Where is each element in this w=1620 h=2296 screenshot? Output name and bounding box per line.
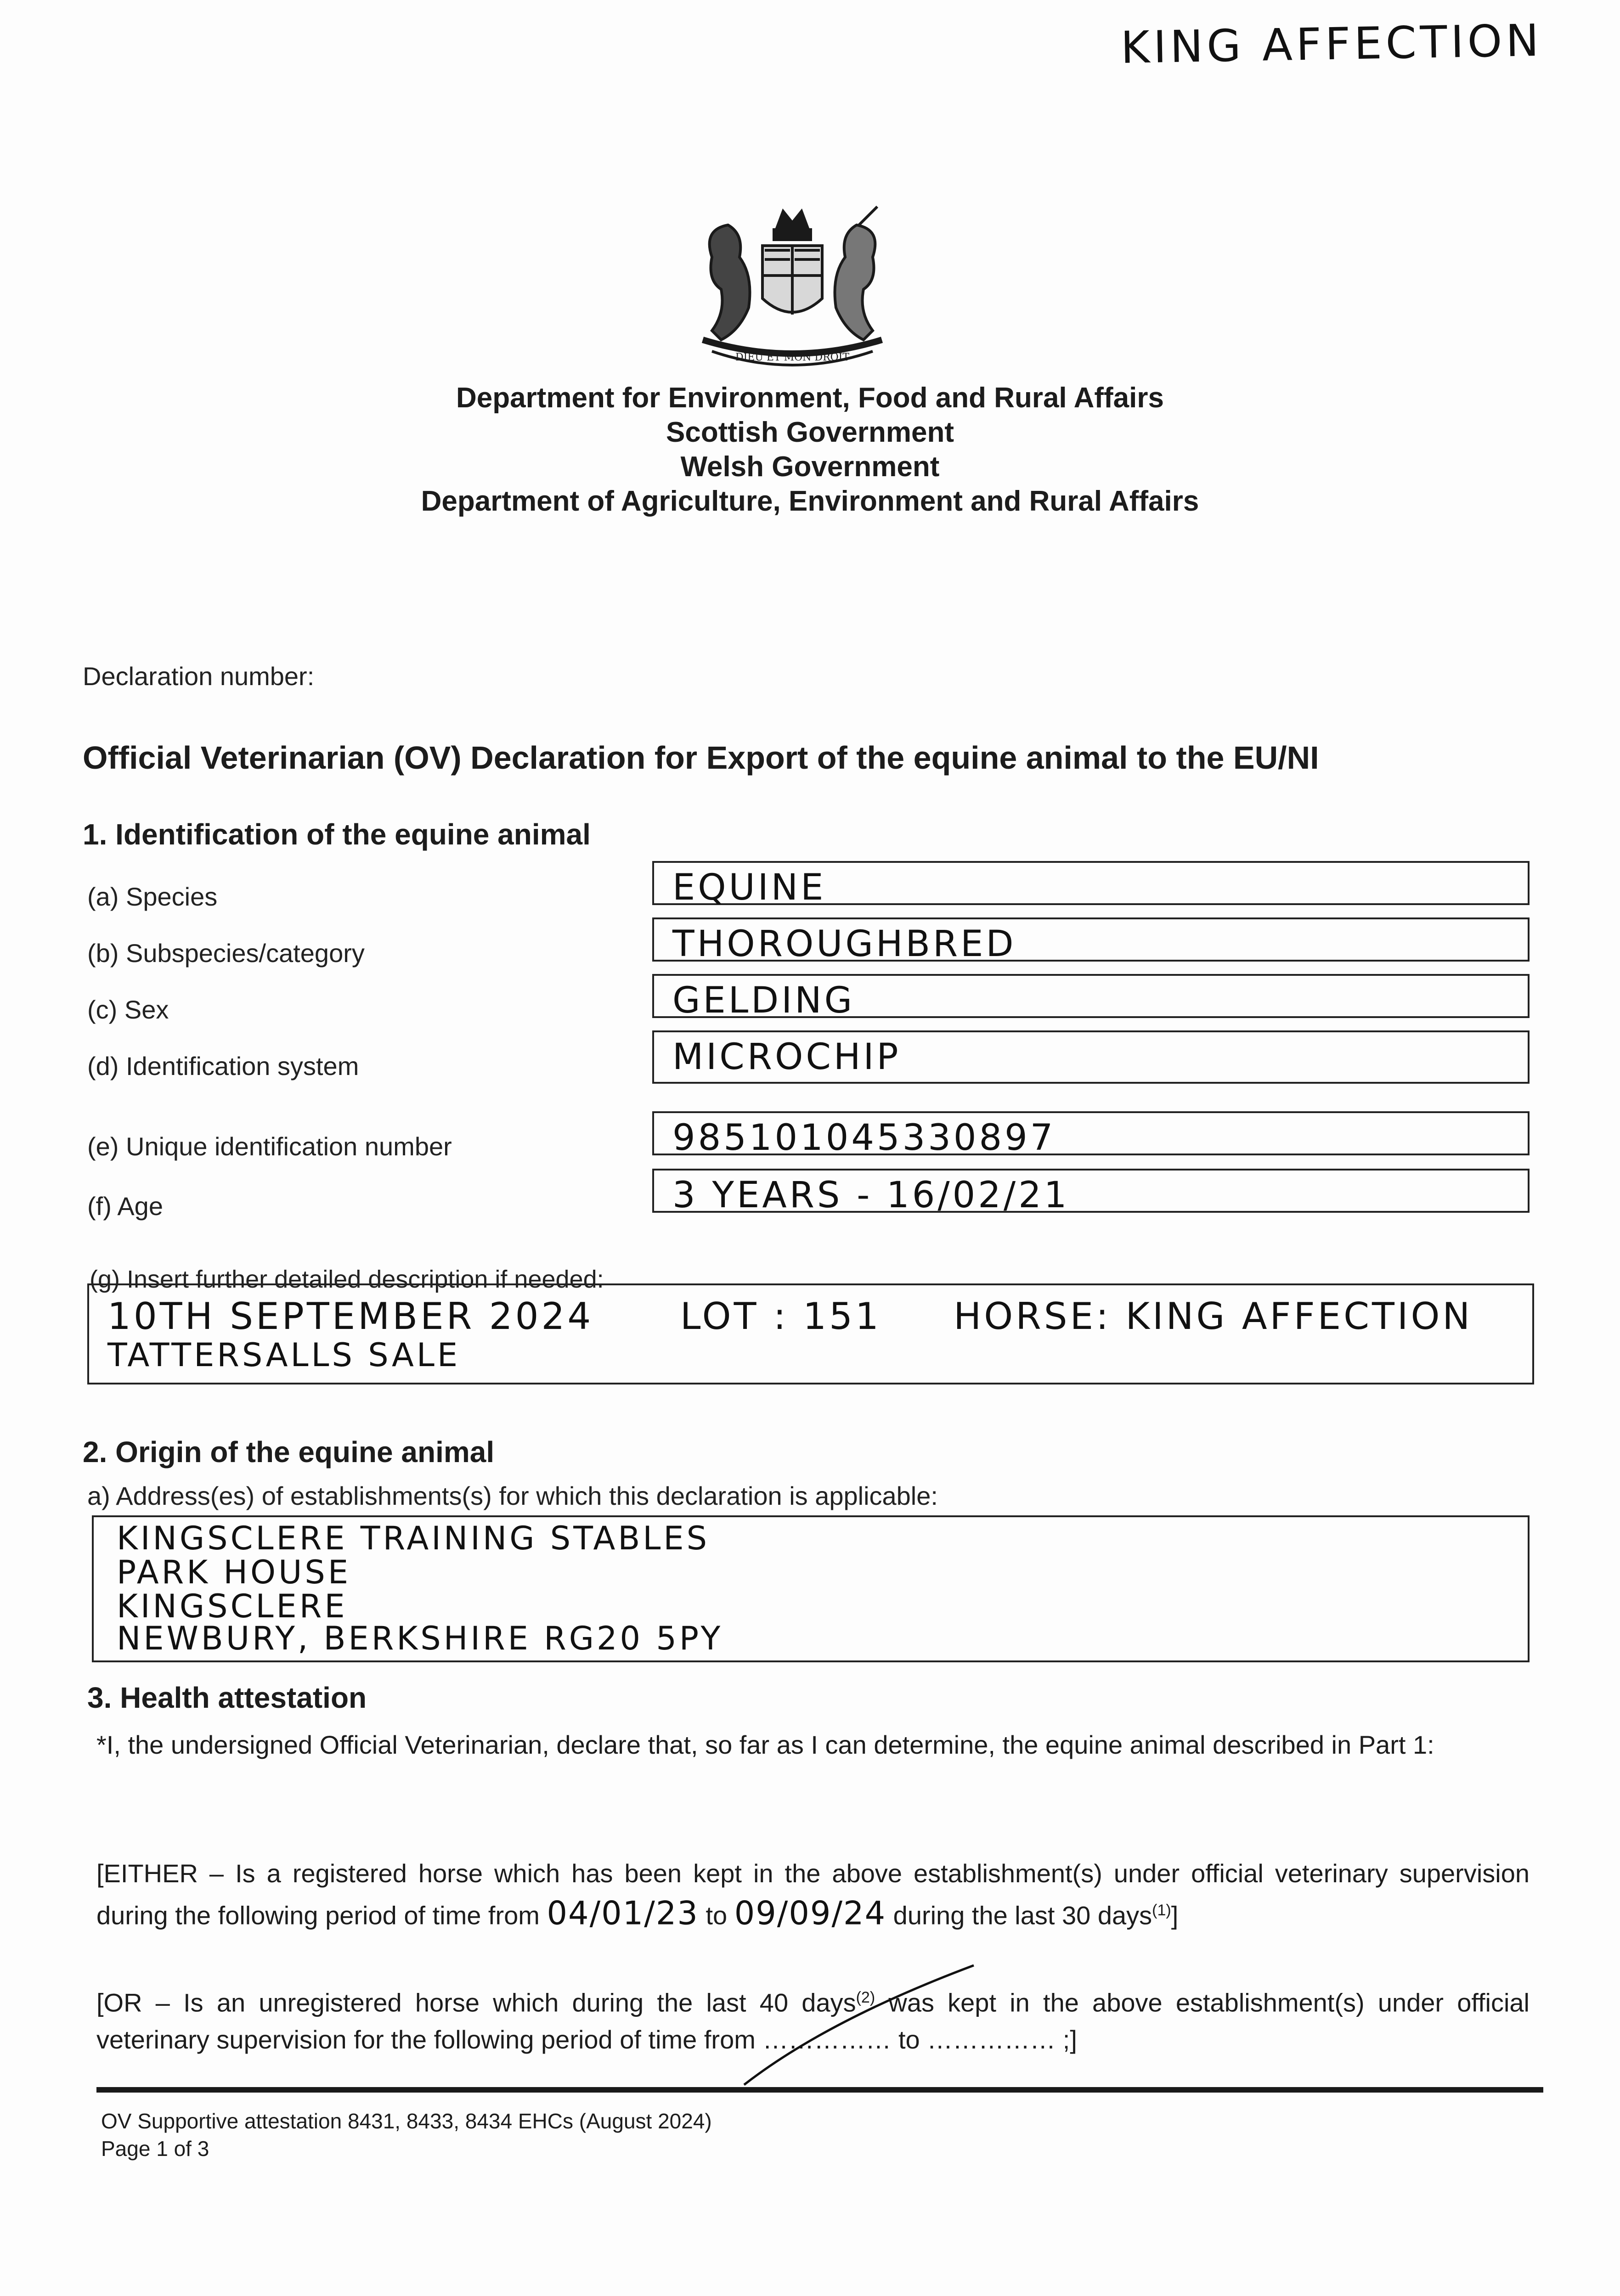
department-scottish-government: Scottish Government: [666, 416, 954, 448]
either-date-to[interactable]: 09/09/24: [734, 1894, 886, 1932]
either-text-before: [EITHER – Is a registered horse which has been kept in the above establishment(s) under official veterinary supervision during the following period of time from: [96, 1859, 1530, 1930]
identification-system-label: (d) Identification system: [87, 1052, 359, 1080]
page-title: Official Veterinarian (OV) Declaration for Export of the equine animal to the EU/NI: [83, 740, 1319, 776]
age-label: (f) Age: [87, 1192, 163, 1221]
either-text-to: to: [706, 1901, 728, 1930]
footer-attestation: OV Supportive attestation 8431, 8433, 8434 EHCs (August 2024): [101, 2109, 712, 2133]
section1-heading: 1. Identification of the equine animal: [83, 818, 591, 851]
subspecies-box[interactable]: [652, 917, 1530, 965]
unique-id-box[interactable]: [652, 1111, 1530, 1159]
subspecies-label: (b) Subspecies/category: [87, 939, 365, 968]
footer-divider: [96, 2087, 1543, 2093]
section3-heading: 3. Health attestation: [87, 1681, 367, 1714]
either-footnote: (1): [1152, 1902, 1171, 1919]
section2-heading: 2. Origin of the equine animal: [83, 1435, 495, 1469]
handwritten-header-note: KING AFFECTION: [1120, 14, 1543, 74]
footer-page-number: Page 1 of 3: [101, 2137, 209, 2161]
royal-coat-of-arms-icon: [684, 202, 900, 372]
address-line-2: PARK HOUSE: [117, 1553, 351, 1591]
sex-label: (c) Sex: [87, 995, 169, 1024]
identification-system-box[interactable]: [652, 1030, 1530, 1084]
either-text-after: during the last 30 days: [893, 1901, 1152, 1930]
address-label: a) Address(es) of establishments(s) for which this declaration is applicable:: [87, 1481, 938, 1510]
identification-system-value: MICROCHIP: [672, 1036, 901, 1078]
either-close: ]: [1171, 1901, 1179, 1930]
department-welsh-government: Welsh Government: [680, 451, 940, 483]
either-date-from[interactable]: 04/01/23: [547, 1894, 699, 1932]
unique-id-value: 985101045330897: [672, 1117, 1056, 1159]
species-box[interactable]: [652, 861, 1530, 908]
description-box[interactable]: [87, 1283, 1534, 1384]
intro-text: *I, the undersigned Official Veterinarian, declare that, so far as I can determine, the equine animal described in Part 1:: [96, 1730, 1434, 1759]
address-line-3: KINGSCLERE: [117, 1587, 348, 1625]
age-box[interactable]: [652, 1169, 1530, 1216]
health-attestation-intro: [96, 1727, 1530, 1763]
declaration-number-label: Declaration number:: [83, 662, 315, 691]
species-label: (a) Species: [87, 882, 218, 911]
department-daera: Department of Agriculture, Environment and Rural Affairs: [421, 485, 1199, 517]
subspecies-value: THOROUGHBRED: [672, 923, 1016, 965]
sex-value: GELDING: [672, 980, 855, 1021]
or-text-after: was kept in the above establishment(s) under official veterinary supervision for the following period of time from …………… to …………… ;]: [96, 1988, 1530, 2054]
description-label: (g) Insert further detailed description if needed:: [90, 1266, 604, 1293]
address-line-4: NEWBURY, BERKSHIRE RG20 5PY: [117, 1620, 723, 1657]
or-footnote: (2): [856, 1989, 875, 2006]
description-line-1: 10TH SEPTEMBER 2024 LOT : 151 HORSE: KING AFFECTION: [107, 1295, 1473, 1338]
description-line-2: TATTERSALLS SALE: [107, 1336, 461, 1374]
strike-through-mark: [735, 1956, 983, 2094]
unique-id-label: (e) Unique identification number: [87, 1132, 452, 1161]
sex-box[interactable]: [652, 974, 1530, 1021]
address-box[interactable]: [92, 1515, 1530, 1662]
address-line-1: KINGSCLERE TRAINING STABLES: [117, 1519, 710, 1557]
species-value: EQUINE: [672, 867, 826, 908]
age-value: 3 YEARS - 16/02/21: [672, 1175, 1070, 1216]
or-text-before: [OR – Is an unregistered horse which during the last 40 days: [96, 1988, 856, 2017]
crest-motto: DIEU ET MON DROIT: [735, 352, 850, 363]
either-clause: [96, 1855, 1530, 1934]
department-defra: Department for Environment, Food and Rural Affairs: [456, 382, 1164, 414]
